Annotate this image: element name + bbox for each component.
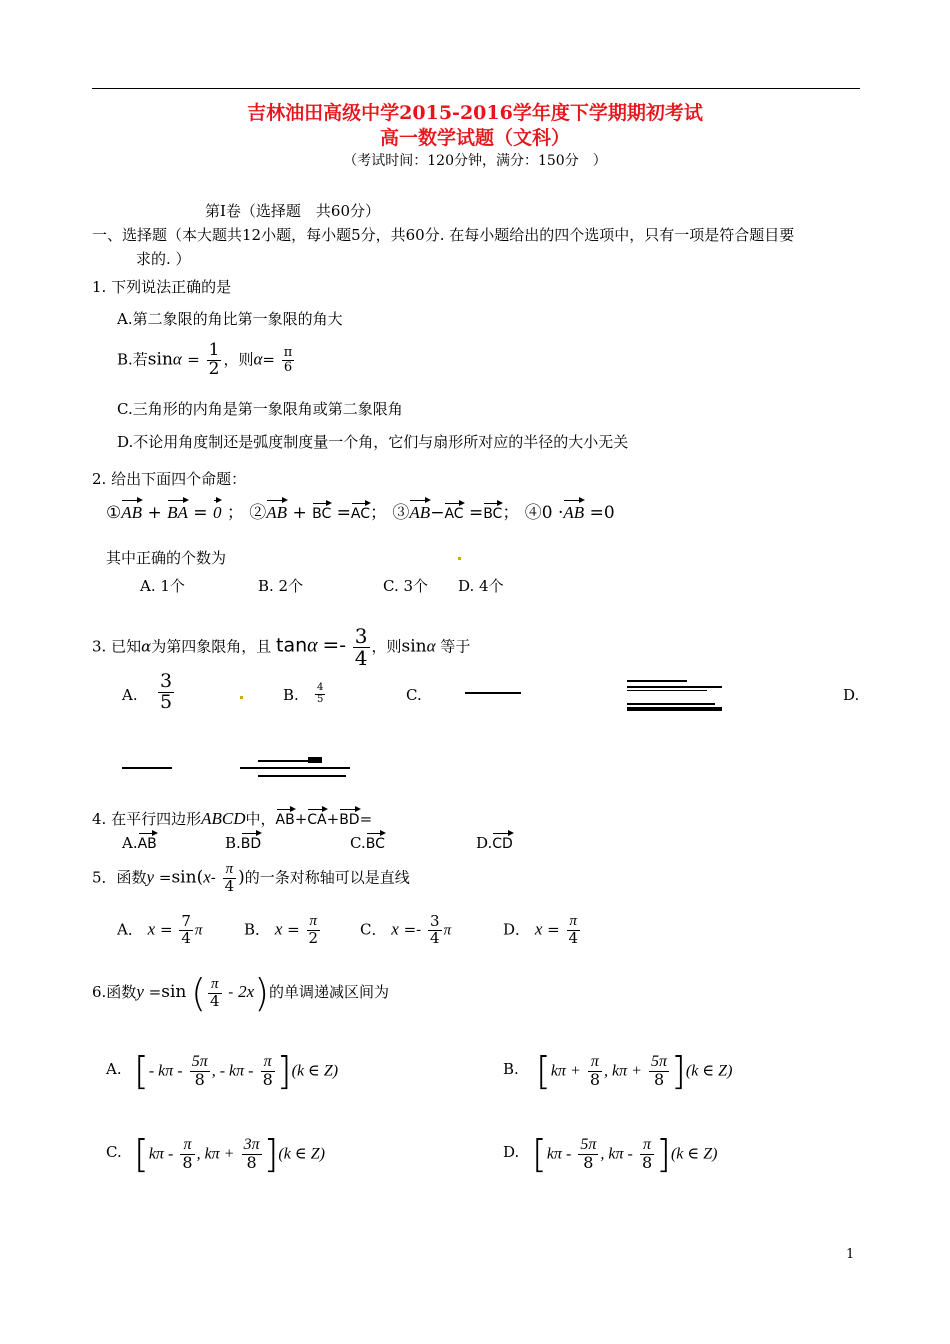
q2-question: 其中正确的个数为 bbox=[106, 549, 227, 567]
q6-option-c: [kπ - $\frac{\pi}{8}$ , kπ + $\frac{3\pi}{8}$ ](k ∈ Z) bbox=[134, 1132, 325, 1176]
q6-option-d-label: D. bbox=[503, 1143, 520, 1161]
glitch-artifact bbox=[627, 703, 715, 705]
exam-title: 吉林油田高级中学2015-2016学年度下学期期初考试 bbox=[247, 102, 703, 124]
q2-stem: 2. 给出下面四个命题： bbox=[92, 470, 247, 488]
glitch-artifact bbox=[240, 767, 350, 769]
q3-stem: 3. 已知𝛼为第四象限角，且 tanα =- $\frac{3}{4}$ ，则sinα 等于 bbox=[92, 624, 471, 670]
glitch-line bbox=[122, 767, 172, 769]
q6-option-d: [kπ - $\frac{5\pi}{8}$ , kπ - $\frac{\pi}{8}$ ](k ∈ Z) bbox=[532, 1132, 718, 1176]
speck bbox=[240, 696, 243, 699]
q5-stem: 5．函数y =sin(x- $\frac{\pi}{4}$ )的一条对称轴可以是直线 bbox=[92, 861, 410, 895]
q2-option-b: B. 2个 bbox=[258, 577, 304, 595]
q3-option-a: $\frac{3}{5}$ bbox=[160, 670, 173, 713]
section-instruction-1: 一、选择题（本大题共12小题，每小题5分，共60分. 在每小题给出的四个选项中，只有一项是符合题目要 bbox=[92, 226, 795, 244]
q4-option-c: C.BC bbox=[350, 834, 385, 852]
q6-option-c-label: C. bbox=[106, 1143, 122, 1161]
glitch-artifact bbox=[627, 707, 722, 711]
q5-option-a: A． x = $\frac{7}{4}$ π bbox=[117, 912, 203, 947]
glitch-artifact bbox=[627, 680, 687, 682]
glitch-line bbox=[465, 692, 521, 694]
exam-subtitle: 高一数学试题（文科） bbox=[379, 127, 570, 149]
q2-option-c: C. 3个 bbox=[383, 577, 429, 595]
q1-option-d: D.不论用角度制还是弧度制度量一个角，它们与扇形所对应的半径的大小无关 bbox=[117, 433, 629, 451]
glitch-artifact bbox=[308, 757, 322, 763]
glitch-artifact bbox=[258, 775, 346, 777]
q3-option-b-label: B. bbox=[283, 686, 299, 704]
q3-option-b: $\frac{4}{5}$ bbox=[317, 682, 324, 705]
q4-option-a: A.AB bbox=[122, 834, 157, 852]
q2-option-a: A. 1个 bbox=[140, 577, 185, 595]
glitch-artifact bbox=[258, 760, 313, 762]
q1-option-b: B.若sinα = $\frac{1}{2}$ ，则α= $\frac{\pi}{6}$ bbox=[117, 340, 293, 379]
q1-option-c: C.三角形的内角是第一象限角或第二象限角 bbox=[117, 400, 403, 418]
q5-option-c: C． x =- $\frac{3}{4}$ π bbox=[360, 912, 452, 947]
q6-option-b-label: B. bbox=[503, 1060, 519, 1078]
q4-option-d: D.CD bbox=[476, 834, 513, 852]
speck bbox=[458, 557, 461, 560]
q5-option-d: D． x = $\frac{\pi}{4}$ bbox=[503, 913, 579, 947]
q6-option-b: [kπ + $\frac{\pi}{8}$ , kπ + $\frac{5\pi}{8}$ ](k ∈ Z) bbox=[536, 1049, 733, 1093]
q1-option-a: A.第二象限的角比第一象限的角大 bbox=[117, 310, 343, 328]
q1-stem: 1. 下列说法正确的是 bbox=[92, 278, 232, 296]
q2-option-d: D. 4个 bbox=[458, 577, 504, 595]
q2-propositions: ①AB + BA = 0 ； ②AB + BC =AC； ③AB−AC =BC； ④0 ·AB =0 bbox=[106, 503, 615, 523]
glitch-artifact bbox=[627, 686, 722, 688]
top-rule bbox=[92, 88, 860, 89]
q6-option-a: [- kπ - $\frac{5\pi}{8}$ , - kπ - $\frac{\pi}{8}$ ](k ∈ Z) bbox=[134, 1049, 339, 1093]
glitch-artifact bbox=[627, 690, 707, 691]
q4-option-b: B.BD bbox=[225, 834, 262, 852]
q3-option-a-label: A. bbox=[122, 686, 138, 704]
exam-info: （考试时间：120分钟，满分：150分 ） bbox=[343, 153, 607, 169]
q3-option-d-label: D. bbox=[843, 686, 860, 704]
section-instruction-2: 求的. ） bbox=[136, 250, 191, 268]
q4-stem: 4. 在平行四边形ABCD中，AB+CA+BD= bbox=[92, 809, 373, 828]
page-number: 1 bbox=[846, 1247, 855, 1262]
q6-stem: 6.函数y =sin ( $\frac{\pi}{4}$ - 2x)的单调递减区间为 bbox=[92, 971, 390, 1015]
q3-option-c-label: C. bbox=[406, 686, 422, 704]
q5-option-b: B． x = $\frac{\pi}{2}$ bbox=[244, 913, 319, 947]
section-title: 第Ⅰ卷（选择题 共60分） bbox=[205, 202, 381, 220]
q6-option-a-label: A. bbox=[106, 1060, 122, 1078]
